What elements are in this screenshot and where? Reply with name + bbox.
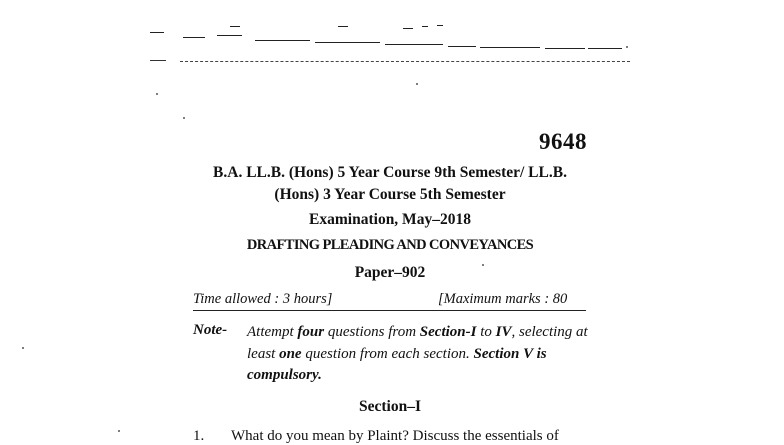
note-text-part: Attempt <box>247 324 298 340</box>
subject-title: DRAFTING PLEADING AND CONVEYANCES <box>246 237 534 253</box>
question-text: What do you mean by Plaint? Discuss the essentials of <box>231 428 559 444</box>
note-emphasis: Section-I <box>419 324 477 340</box>
paper-code: 9648 <box>539 129 587 154</box>
note-emphasis: one <box>279 345 302 362</box>
note-text-part: question from each section. <box>301 345 474 362</box>
note-text-part: questions from <box>324 324 420 340</box>
note-emphasis: Section V is compulsory. <box>247 345 547 383</box>
question-number: 1. <box>193 428 205 444</box>
paper-number: Paper–902 <box>354 264 426 281</box>
note-label: Note- <box>193 322 228 338</box>
note-text-part: to <box>476 324 496 340</box>
time-allowed: Time allowed : 3 hours] <box>193 291 333 307</box>
note-text-part: , selecting at least <box>247 324 588 362</box>
note-instructions <box>247 322 592 387</box>
section-heading: Section–I <box>359 398 421 415</box>
note-emphasis: four <box>297 324 325 340</box>
examination-date: Examination, May–2018 <box>309 211 471 228</box>
maximum-marks: [Maximum marks : 80 <box>438 291 568 307</box>
course-title-line-1: B.A. LL.B. (Hons) 5 Year Course 9th Semester/ LL.B. <box>213 164 567 181</box>
note-emphasis: IV <box>495 324 512 340</box>
course-title-line-2: (Hons) 3 Year Course 5th Semester <box>274 186 506 203</box>
divider <box>193 310 586 311</box>
